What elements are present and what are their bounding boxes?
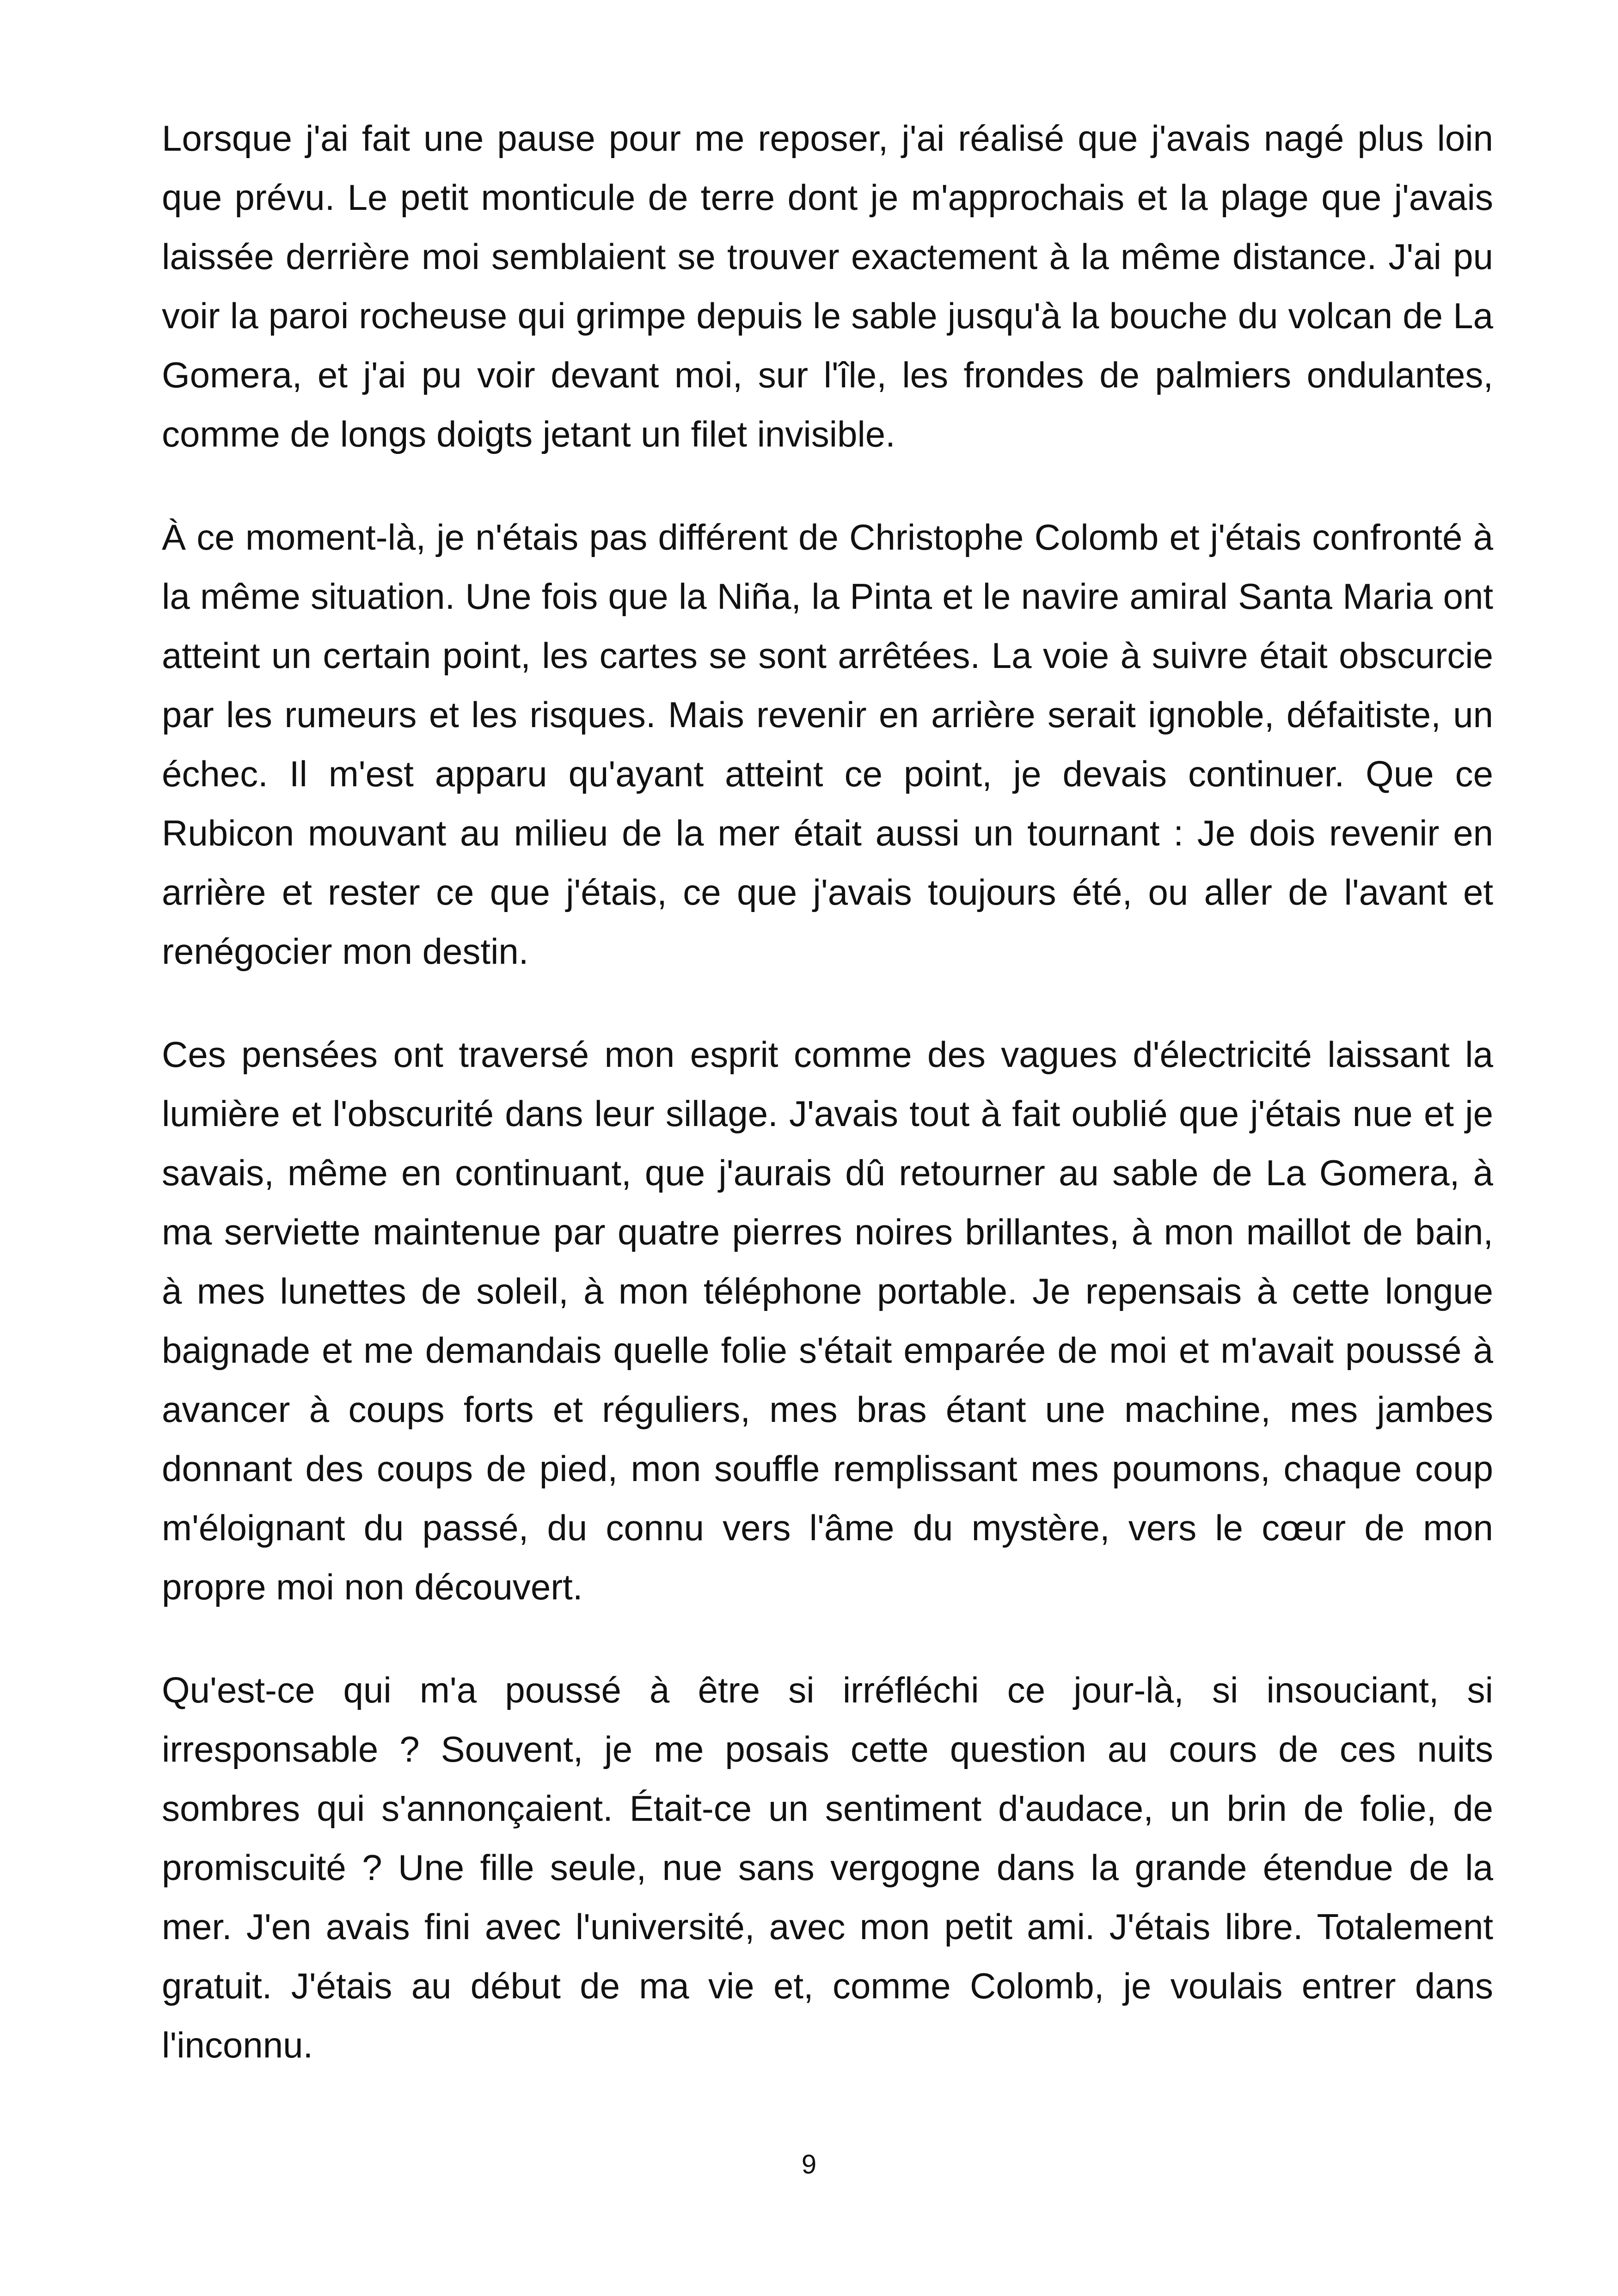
body-text	[162, 109, 1493, 2118]
paragraph-3: Ces pensées ont traversé mon esprit comme des vagues d'électricité laissant la lumière et l'obscurité dans leur sillage. J'avais tout à fait oublié que j'étais nue et je savais, même en continuant, que j'aurais dû retourner au sable de La Gomera, à ma serviette maintenue par quatre pierres noires brillantes, à mon maillot de bain, à mes lunettes de soleil, à mon téléphone portable. Je repensais à cette longue baignade et me demandais quelle folie s'était emparée de moi et m'avait poussé à avancer à coups forts et réguliers, mes bras étant une machine, mes jambes donnant des coups de pied, mon souffle remplissant mes poumons, chaque coup m'éloignant du passé, du connu vers l'âme du mystère, vers le cœur de mon propre moi non découvert.	[162, 1034, 1493, 1607]
paragraph-2: À ce moment-là, je n'étais pas différent de Christophe Colomb et j'étais confronté à la même situation. Une fois que la Niña, la Pinta et le navire amiral Santa Maria ont atteint un certain point, les cartes se sont arrêtées. La voie à suivre était obscurcie par les rumeurs et les risques. Mais revenir en arrière serait ignoble, défaitiste, un échec. Il m'est apparu qu'ayant atteint ce point, je devais continuer. Que ce Rubicon mouvant au milieu de la mer était aussi un tournant : Je dois revenir en arrière et rester ce que j'étais, ce que j'avais toujours été, ou aller de l'avant et renégocier mon destin.	[162, 517, 1493, 972]
page-number: 9	[801, 2149, 817, 2180]
paragraph-1: Lorsque j'ai fait une pause pour me reposer, j'ai réalisé que j'avais nagé plus loin que prévu. Le petit monticule de terre dont je m'approchais et la plage que j'avais laissée derrière moi semblaient se trouver exactement à la même distance. J'ai pu voir la paroi rocheuse qui grimpe depuis le sable jusqu'à la bouche du volcan de La Gomera, et j'ai pu voir devant moi, sur l'île, les frondes de palmiers ondulantes, comme de longs doigts jetant un filet invisible.	[162, 118, 1493, 454]
paragraph-4: Qu'est-ce qui m'a poussé à être si irréfléchi ce jour-là, si insouciant, si irresponsable ? Souvent, je me posais cette question au cours de ces nuits sombres qui s'annonçaient. Était-ce un sentiment d'audace, un brin de folie, de promiscuité ? Une fille seule, nue sans vergogne dans la grande étendue de la mer. J'en avais fini avec l'université, avec mon petit ami. J'étais libre. Totalement gratuit. J'étais au début de ma vie et, comme Colomb, je voulais entrer dans l'inconnu.	[162, 1670, 1493, 2065]
